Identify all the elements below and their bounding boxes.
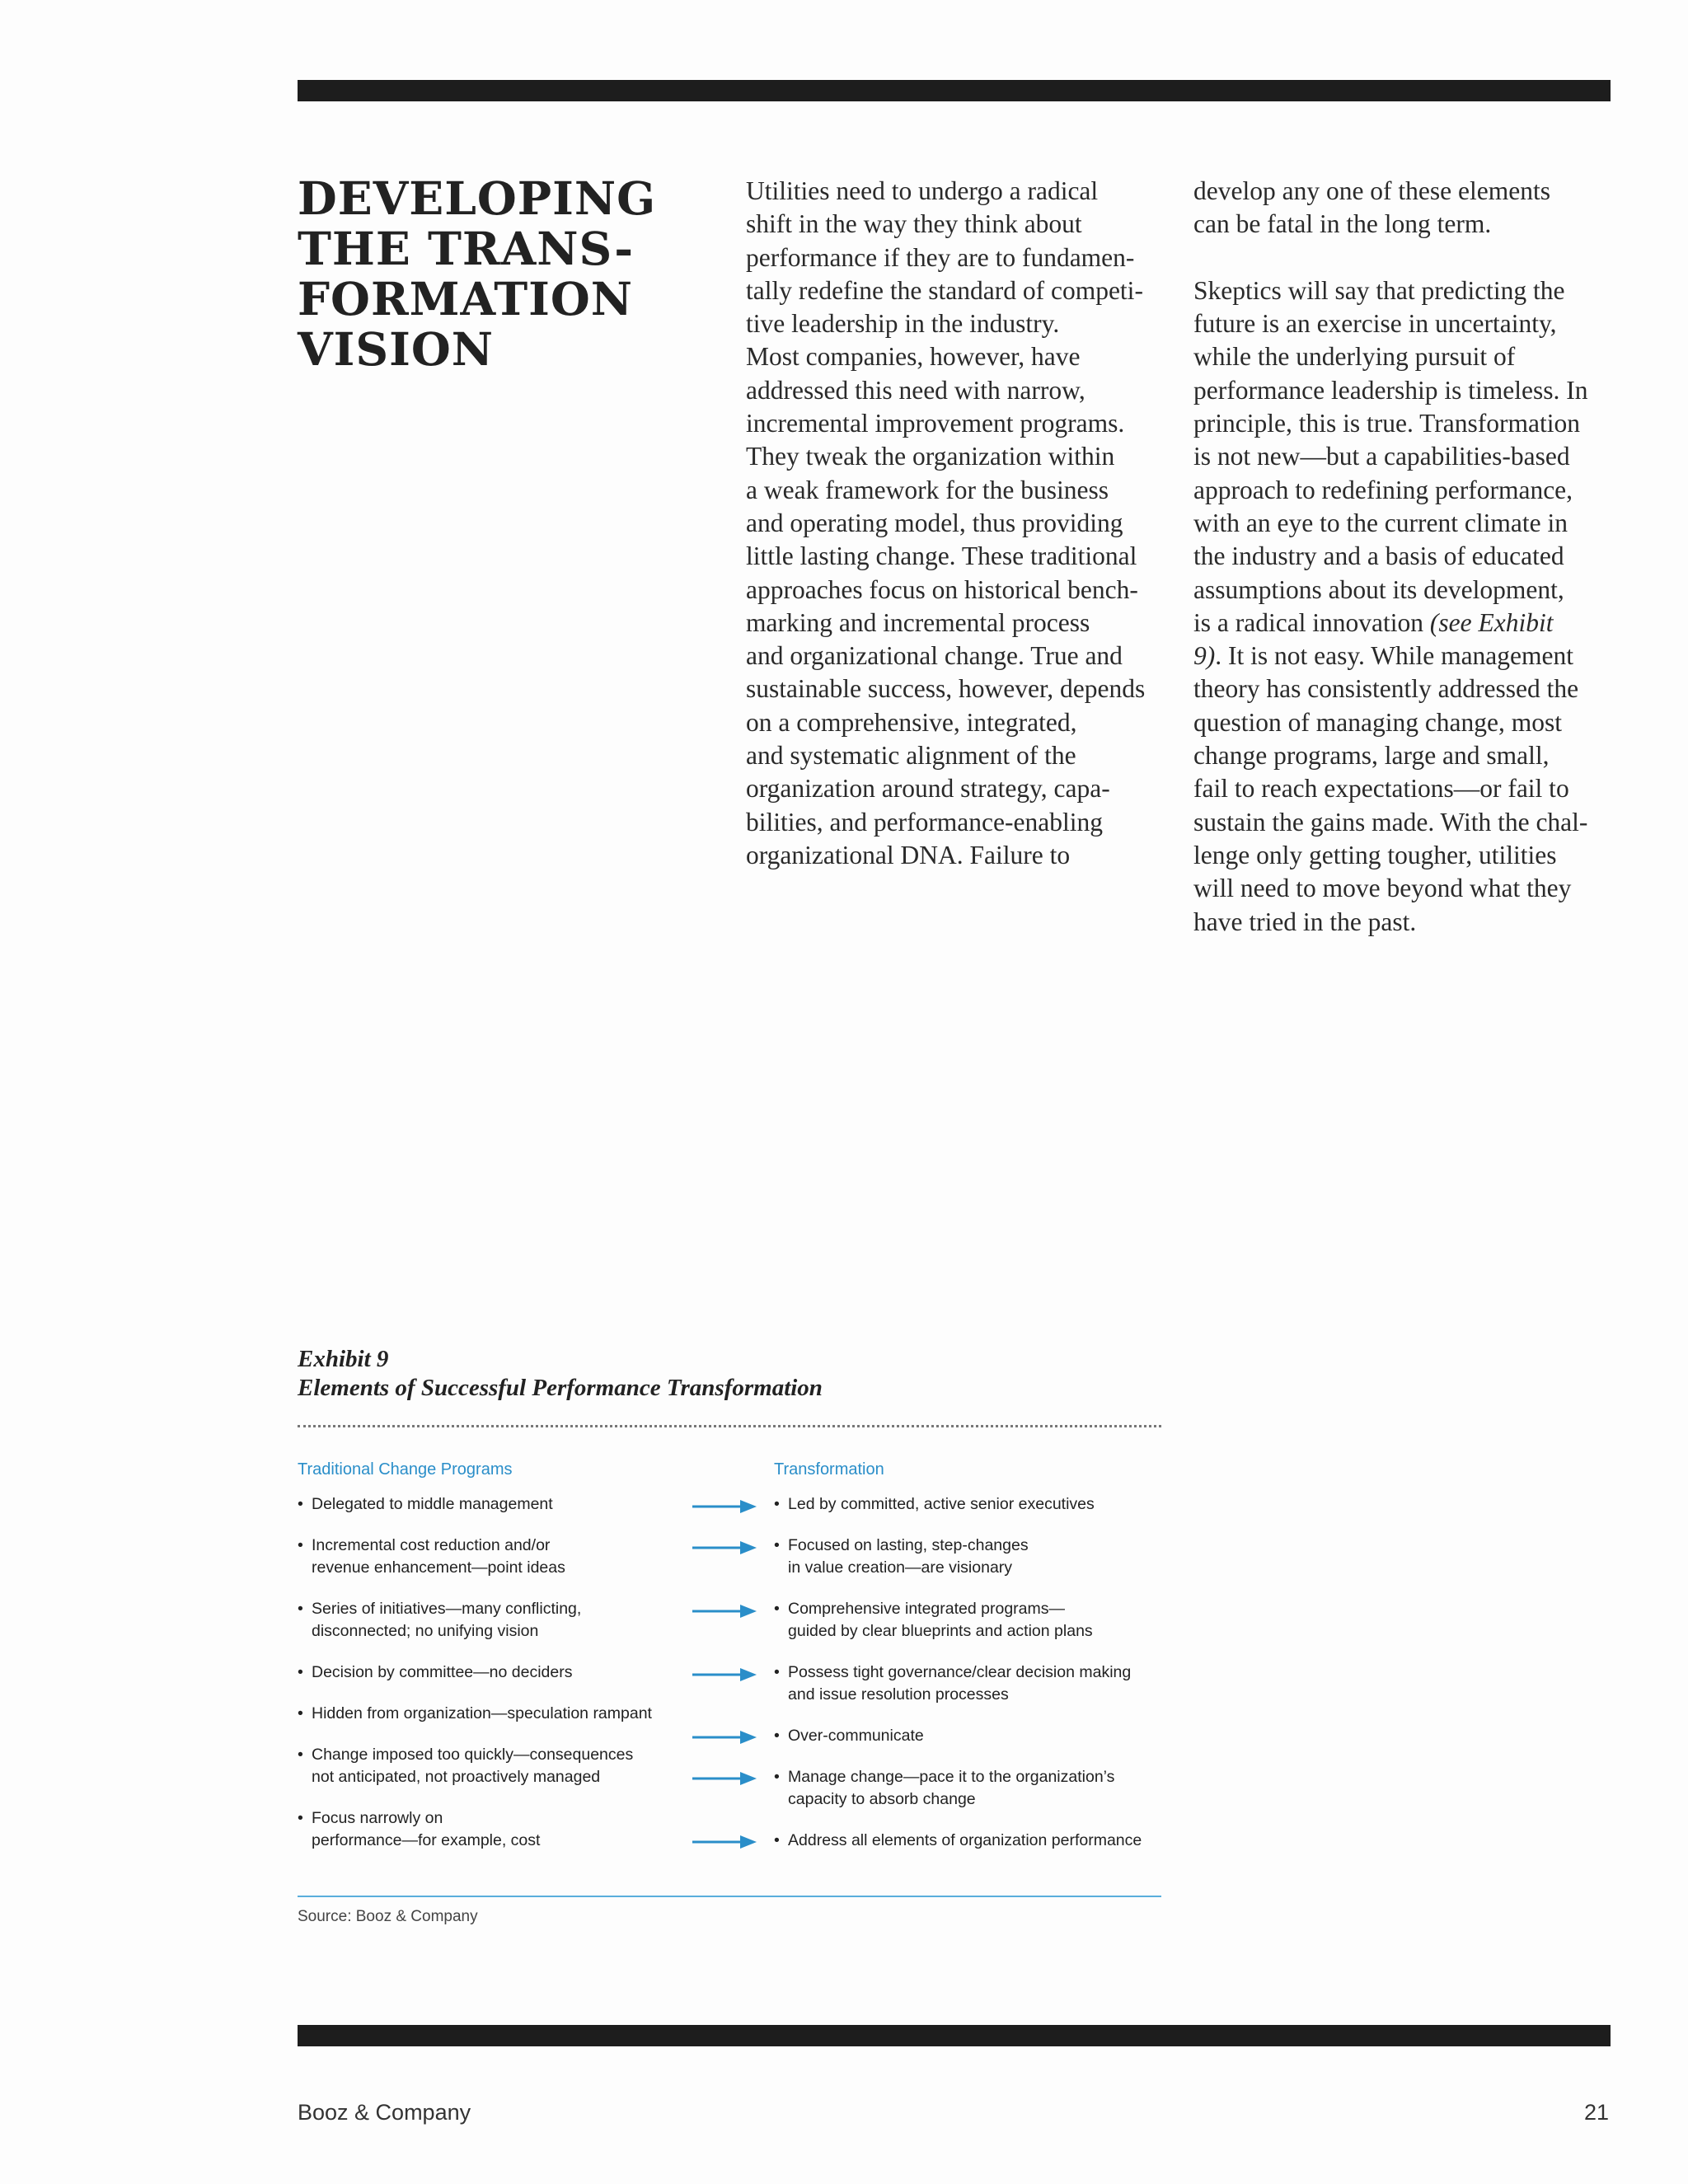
item-line: Incremental cost reduction and/or xyxy=(312,1536,551,1554)
body-line: performance if they are to fundamen- xyxy=(746,242,1135,272)
text-run: . It is not easy. While management xyxy=(1215,641,1574,671)
bullet: • xyxy=(774,1768,780,1786)
body-line xyxy=(1193,640,1622,673)
body-line: while the underlying pursuit of xyxy=(1193,342,1516,372)
body-line: addressed this need with narrow, xyxy=(746,375,1085,405)
body-line: approach to redefining performance, xyxy=(1193,475,1573,504)
body-line: change programs, large and small, xyxy=(1193,741,1550,771)
item-line: Possess tight governance/clear decision making xyxy=(788,1663,1132,1681)
body-line: Most companies, however, have xyxy=(746,342,1081,372)
traditional-item xyxy=(298,1661,572,1684)
body-line: Utilities need to undergo a radical xyxy=(746,176,1099,205)
body-line: question of managing change, most xyxy=(1193,707,1563,737)
body-line: future is an exercise in uncertainty, xyxy=(1193,309,1557,339)
body-line: bilities, and performance-enabling xyxy=(746,807,1103,837)
transformation-item xyxy=(774,1766,1114,1811)
body-line: have tried in the past. xyxy=(1193,907,1417,936)
bullet: • xyxy=(298,1663,303,1681)
bottom-rule-bar xyxy=(298,2025,1611,2046)
item-line: Comprehensive integrated programs— xyxy=(788,1600,1065,1618)
body-line: principle, this is true. Transformation xyxy=(1193,409,1580,438)
body-line: on a comprehensive, integrated, xyxy=(746,707,1077,737)
bullet: • xyxy=(774,1600,780,1618)
paragraph xyxy=(1193,175,1622,241)
body-line: and operating model, thus providing xyxy=(746,508,1123,537)
dotted-divider xyxy=(298,1425,1161,1427)
item-line: Address all elements of organization performance xyxy=(788,1831,1142,1849)
item-line: performance—for example, cost xyxy=(312,1831,541,1849)
body-column-right xyxy=(1193,175,1622,939)
transformation-item xyxy=(774,1598,1093,1643)
bullet: • xyxy=(298,1746,303,1764)
arrow-right-icon xyxy=(692,1666,758,1683)
body-line: tive leadership in the industry. xyxy=(746,309,1060,339)
body-line: and organizational change. True and xyxy=(746,641,1123,671)
item-line: in value creation—are visionary xyxy=(788,1558,1013,1577)
item-line: Change imposed too quickly—consequences xyxy=(312,1746,634,1764)
heading-line: DEVELOPING xyxy=(298,171,657,225)
exhibit-number: Exhibit 9 xyxy=(298,1346,389,1372)
item-line: Focus narrowly on xyxy=(312,1809,443,1827)
body-line: assumptions about its development, xyxy=(1193,574,1564,604)
arrow-right-icon xyxy=(692,1834,758,1850)
body-line: organization around strategy, capa- xyxy=(746,774,1110,804)
body-line: incremental improvement programs. xyxy=(746,409,1125,438)
arrow-right-icon xyxy=(692,1603,758,1619)
paragraph xyxy=(1193,673,1622,938)
arrow-right-icon xyxy=(692,1770,758,1787)
item-line: Manage change—pace it to the organization’s xyxy=(788,1768,1115,1786)
body-line: approaches focus on historical bench- xyxy=(746,574,1138,604)
traditional-item xyxy=(298,1493,553,1516)
body-line: performance leadership is timeless. In xyxy=(1193,375,1588,405)
body-line: lenge only getting tougher, utilities xyxy=(1193,840,1557,869)
transformation-item xyxy=(774,1661,1131,1706)
body-line: is not new—but a capabilities-based xyxy=(1193,442,1570,471)
text-run: is a radical innovation xyxy=(1193,607,1430,637)
transformation-item xyxy=(774,1535,1029,1579)
bullet: • xyxy=(298,1536,303,1554)
heading-line: VISION xyxy=(298,322,495,376)
bullet: • xyxy=(774,1536,780,1554)
item-line: revenue enhancement—point ideas xyxy=(312,1558,565,1577)
traditional-item xyxy=(298,1703,652,1725)
traditional-column-header: Traditional Change Programs xyxy=(298,1460,513,1479)
transformation-item xyxy=(774,1493,1095,1516)
item-line: guided by clear blueprints and action plans xyxy=(788,1622,1093,1640)
item-line: Decision by committee—no deciders xyxy=(312,1663,573,1681)
body-line: develop any one of these elements xyxy=(1193,176,1550,205)
bullet: • xyxy=(298,1495,303,1513)
body-line: sustain the gains made. With the chal- xyxy=(1193,807,1588,837)
traditional-item xyxy=(298,1807,540,1852)
body-line: fail to reach expectations—or fail to xyxy=(1193,774,1569,804)
bullet: • xyxy=(298,1600,303,1618)
traditional-item xyxy=(298,1744,633,1788)
arrow-right-icon xyxy=(692,1729,758,1746)
page-number: 21 xyxy=(1583,2100,1609,2125)
bullet: • xyxy=(774,1727,780,1745)
body-line: can be fatal in the long term. xyxy=(1193,209,1492,239)
exhibit-title: Elements of Successful Performance Transformation xyxy=(298,1375,823,1401)
item-line: and issue resolution processes xyxy=(788,1685,1009,1704)
section-heading xyxy=(298,173,677,374)
arrow-right-icon xyxy=(692,1498,758,1515)
item-line: disconnected; no unifying vision xyxy=(312,1622,539,1640)
body-line: with an eye to the current climate in xyxy=(1193,508,1568,537)
exhibit-reference: 9) xyxy=(1193,641,1216,671)
bullet: • xyxy=(774,1663,780,1681)
footer-publisher: Booz & Company xyxy=(298,2100,471,2125)
item-line: Over-communicate xyxy=(788,1727,924,1745)
traditional-item xyxy=(298,1535,565,1579)
traditional-item xyxy=(298,1598,581,1643)
item-line: Series of initiatives—many conflicting, xyxy=(312,1600,582,1618)
body-line: marking and incremental process xyxy=(746,607,1090,637)
bullet: • xyxy=(774,1831,780,1849)
body-line: organizational DNA. Failure to xyxy=(746,840,1071,869)
body-line: and systematic alignment of the xyxy=(746,741,1076,771)
heading-line: FORMATION xyxy=(298,272,634,326)
item-line: Delegated to middle management xyxy=(312,1495,553,1513)
paragraph xyxy=(1193,274,1622,607)
body-line xyxy=(1193,607,1622,640)
exhibit-caption xyxy=(298,1345,823,1403)
item-line: Hidden from organization—speculation rampant xyxy=(312,1704,652,1722)
transformation-item xyxy=(774,1725,924,1747)
heading-line: THE TRANS- xyxy=(298,222,635,275)
body-line: They tweak the organization within xyxy=(746,442,1115,471)
body-line: theory has consistently addressed the xyxy=(1193,674,1579,704)
top-rule-bar xyxy=(298,80,1611,101)
source-note: Source: Booz & Company xyxy=(298,1908,478,1925)
exhibit-reference: (see Exhibit xyxy=(1429,607,1554,637)
item-line: capacity to absorb change xyxy=(788,1790,976,1808)
body-line: shift in the way they think about xyxy=(746,209,1082,239)
body-line: sustainable success, however, depends xyxy=(746,674,1146,704)
transformation-item xyxy=(774,1830,1142,1852)
body-line: Skeptics will say that predicting the xyxy=(1193,275,1565,305)
item-line: Led by committed, active senior executives xyxy=(788,1495,1095,1513)
body-line: a weak framework for the business xyxy=(746,475,1109,504)
item-line: not anticipated, not proactively managed xyxy=(312,1768,601,1786)
bullet: • xyxy=(774,1495,780,1513)
arrow-right-icon xyxy=(692,1540,758,1556)
body-line: will need to move beyond what they xyxy=(1193,874,1572,903)
transformation-column-header: Transformation xyxy=(774,1460,884,1479)
body-line: the industry and a basis of educated xyxy=(1193,541,1564,571)
item-line: Focused on lasting, step-changes xyxy=(788,1536,1029,1554)
body-line: little lasting change. These traditional xyxy=(746,541,1137,571)
source-divider xyxy=(298,1896,1161,1897)
body-column-left xyxy=(746,175,1175,872)
body-line: tally redefine the standard of competi- xyxy=(746,275,1143,305)
bullet: • xyxy=(298,1809,303,1827)
bullet: • xyxy=(298,1704,303,1722)
